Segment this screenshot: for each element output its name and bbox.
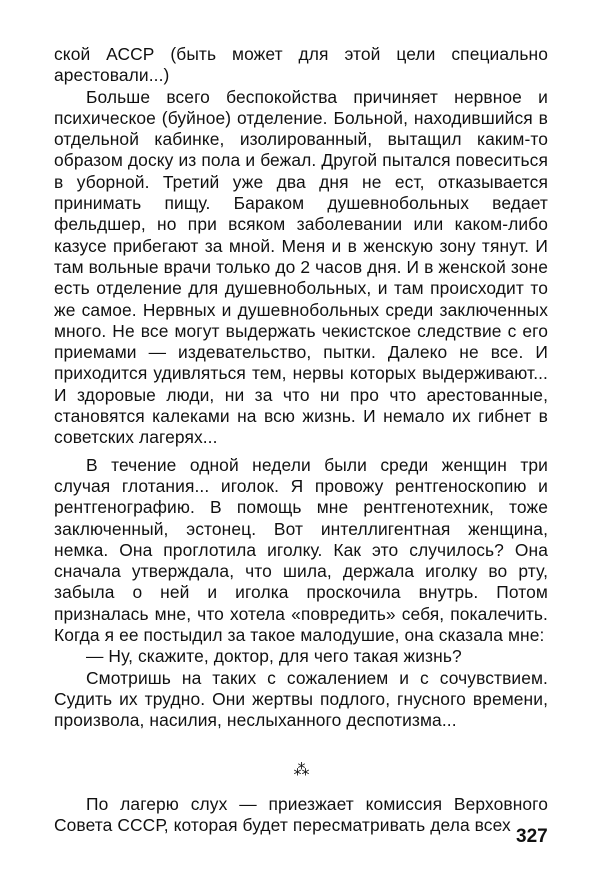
page-number: 327 (516, 826, 548, 847)
paragraph-needles: В течение одной недели были среди женщин три случая глотания... иголок. Я провожу рентгеноскопию и рентгенографию. В помощь мне рентгенотехник, тоже заключенный, эстонец. Вот интеллигентная женщина, немка. Она проглотила иголку. Как это случилось? Она сначала утверждала, что шила, держала иголку во рту, забыла о ней и иголка проскочила внутрь. Потом призналась мне, что хотела «повредить» себя, покалечить. Когда я ее постыдил за такое малодушие, она сказала мне: (54, 454, 548, 646)
section-separator-asterism: ⁂ (293, 761, 309, 779)
paragraph-psych-ward: Больше всего беспокойства причиняет нервное и психическое (буйное) отделение. Больной, находившийся в отдельной кабинке, изолированный, вытащил каким-то образом доску из пола и бежал. Другой пытался повеситься в уборной. Третий уже два дня не ест, отказывается принимать пищу. Бараком душевнобольных ведает фельдшер, но при всяком заболевании или каком-либо казусе прибегают за мной. Меня и в женскую зону тянут. И там вольные врачи только до 2 часов дня. И в женской зоне есть отделение для душевнобольных, и там происходит то же самое. Нервных и душевнобольных среди заключенных много. Не все могут выдержать чекистское следствие с его приемами — издевательство, пытки. Далеко не все. И приходится удивляться тем, нервы которых выдерживают... И здоровые люди, ни за что ни про что арестованные, становятся калеками на всю жизнь. И немало их гибнет в советских лагерях... (54, 86, 548, 448)
paragraph-dialogue: — Ну, скажите, доктор, для чего такая жизнь? (86, 646, 462, 667)
page-body (54, 44, 548, 836)
paragraph-continuation: ской АССР (быть может для этой цели специально арестовали...) (54, 44, 548, 86)
paragraph-sympathy: Смотришь на таких с сожалением и с сочувствием. Судить их трудно. Они жертвы подлого, гнусного времени, произвола, насилия, неслыханного деспотизма... (54, 667, 548, 731)
paragraph-rumor: По лагерю слух — приезжает комиссия Верховного Совета СССР, которая будет пересматривать дела всех (54, 793, 548, 835)
